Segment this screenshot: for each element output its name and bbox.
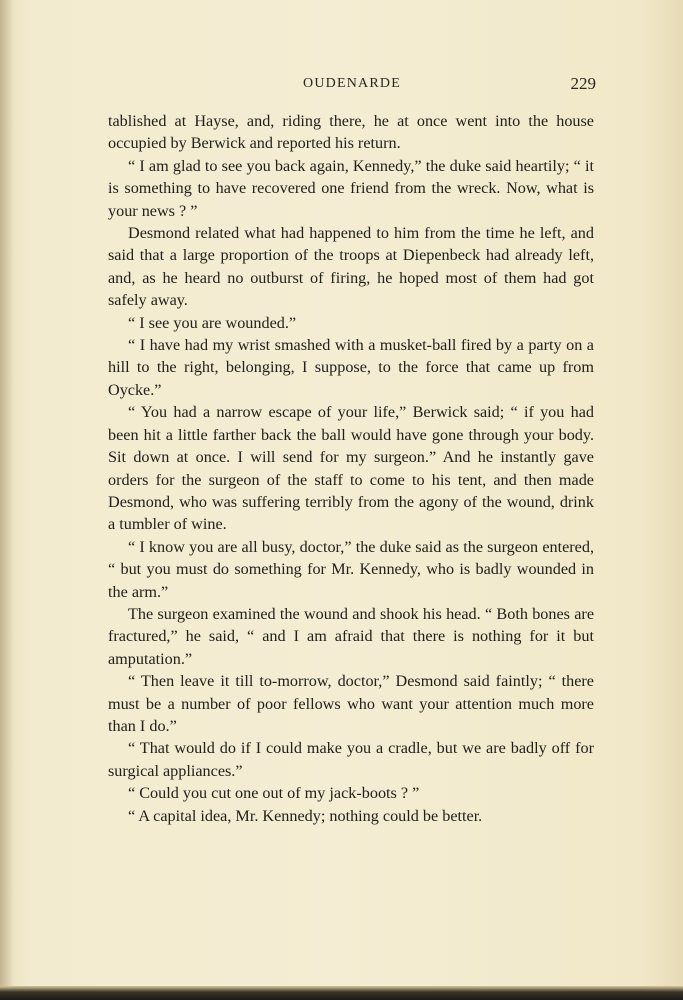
body-text [108,110,594,827]
paragraph: “ I am glad to see you back again, Kennedy,” the duke said heartily; “ it is something to have recovered one friend from the wreck. Now, what is your news ? ” [108,156,594,220]
page-number: 229 [570,74,596,93]
paragraph: “ That would do if I could make you a cradle, but we are badly off for surgical appliances.” [108,739,594,780]
page-header [108,74,596,96]
paragraph: “ I know you are all busy, doctor,” the duke said as the surgeon entered, “ but you must do something for Mr. Kennedy, who is badly wounded in the arm.” [108,537,594,601]
paragraph: Desmond related what had happened to him from the time he left, and said that a large proportion of the troops at Diepenbeck had already left, and, as he heard no outburst of firing, he hoped most of them had got safely away. [108,224,594,310]
paragraph: “ I have had my wrist smashed with a musket-ball fired by a party on a hill to the right, belonging, I suppose, to the force that came up from Oycke.” [108,336,594,399]
running-title: OUDENARDE [303,76,401,91]
paragraph: “ Could you cut one out of my jack-boots ? ” [128,784,420,803]
spine-shadow [0,0,14,1000]
page-bottom-edge [0,986,683,1000]
paragraph: “ I see you are wounded.” [128,313,297,332]
paragraph: “ Then leave it till to-morrow, doctor,” Desmond said faintly; “ there must be a number of poor fellows who want your attention much more than I do.” [108,672,594,735]
paragraph: tablished at Hayse, and, riding there, he at once went into the house occupied by Berwick and reported his return. [108,112,594,153]
paragraph: The surgeon examined the wound and shook his head. “ Both bones are fractured,” he said, “ and I am afraid that there is nothing for it but amputation.” [108,604,594,668]
paragraph: “ You had a narrow escape of your life,” Berwick said; “ if you had been hit a little farther back the ball would have gone through your body. Sit down at once. I will send for my surgeon.” And he instantly gave orders for the surgeon of the staff to come to his tent, and then made Desmond, who was suffering terribly from the agony of the wound, drink a tumbler of wine. [108,403,594,534]
paragraph: “ A capital idea, Mr. Kennedy; nothing could be better. [128,806,483,825]
